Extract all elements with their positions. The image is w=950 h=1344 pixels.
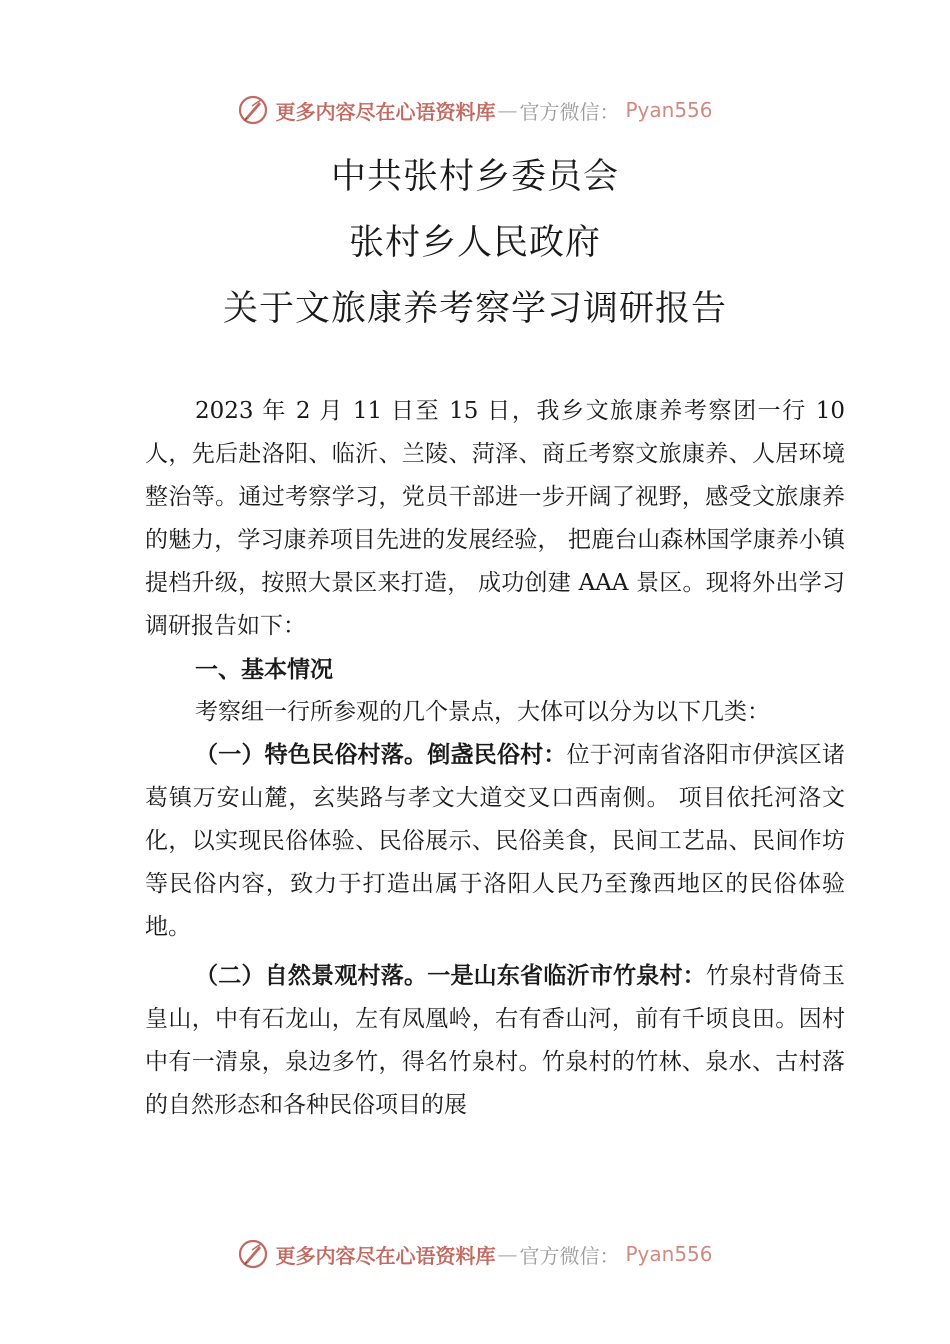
watermark-footer [0, 1234, 950, 1274]
item2-text: 竹泉村背倚玉皇山，中有石龙山，左有凤凰岭，右有香山河，前有千顷良田。因村中有一清泉，泉边多竹，得名竹泉村。竹泉村的竹林、泉水、古村落的自然形态和各种民俗项目的展 [145, 963, 846, 1118]
section1-paragraph: 考察组一行所参观的几个景点，大体可以分为以下几类： [195, 699, 770, 725]
document-body [145, 390, 845, 1127]
title-line-report: 关于文旅康养考察学习调研报告 [222, 289, 727, 329]
watermark-wechat-id: Pyan556 [625, 98, 713, 122]
item1-text: 位于河南省洛阳市伊滨区诸葛镇万安山麓，玄奘路与孝文大道交叉口西南侧。 项目依托河洛文化，以实现民俗体验、民俗展示、民俗美食，民间工艺品、民间作坊等民俗内容，致力于打造出属于洛阳人民乃至豫西地区的民俗体验地。 [145, 742, 846, 940]
item2-heading: （二）自然景观村落。一是山东省临沂市竹泉村： [195, 963, 706, 989]
watermark-channel: 官方微信： [519, 1243, 620, 1268]
intro-paragraph: 2023 年 2 月 11 日至 15 日，我乡文旅康养考察团一行 10 人，先后赴洛阳、临沂、兰陵、菏泽、商丘考察文旅康养、人居环境整治等。通过考察学习，党员干部进一步开阔了视野，感受文旅康养的魅力，学习康养项目先进的发展经验， 把鹿台山森林国学康养小镇提档升级，按照大景区来打造， 成功创建 AAA 景区。现将外出学习调研报告如下： [145, 398, 845, 639]
watermark-brand: 更多内容尽在心语资料库 [275, 99, 496, 124]
document-title [0, 144, 950, 342]
item1-paragraph [145, 734, 845, 949]
section1-heading: 一、基本情况 [195, 656, 333, 683]
watermark-dash: — [497, 98, 518, 122]
watermark-dash: — [497, 1242, 518, 1266]
item2-paragraph [145, 955, 845, 1127]
watermark-header [0, 90, 950, 130]
watermark-brand: 更多内容尽在心语资料库 [275, 1243, 496, 1268]
quill-logo-icon [237, 94, 269, 126]
title-line-government: 张村乡人民政府 [348, 223, 601, 263]
watermark-wechat-id: Pyan556 [625, 1242, 713, 1266]
title-line-party-committee: 中共张村乡委员会 [330, 157, 619, 197]
watermark-channel: 官方微信： [519, 99, 620, 124]
quill-logo-icon [237, 1238, 269, 1270]
item1-heading: （一）特色民俗村落。倒盏民俗村： [195, 742, 567, 768]
